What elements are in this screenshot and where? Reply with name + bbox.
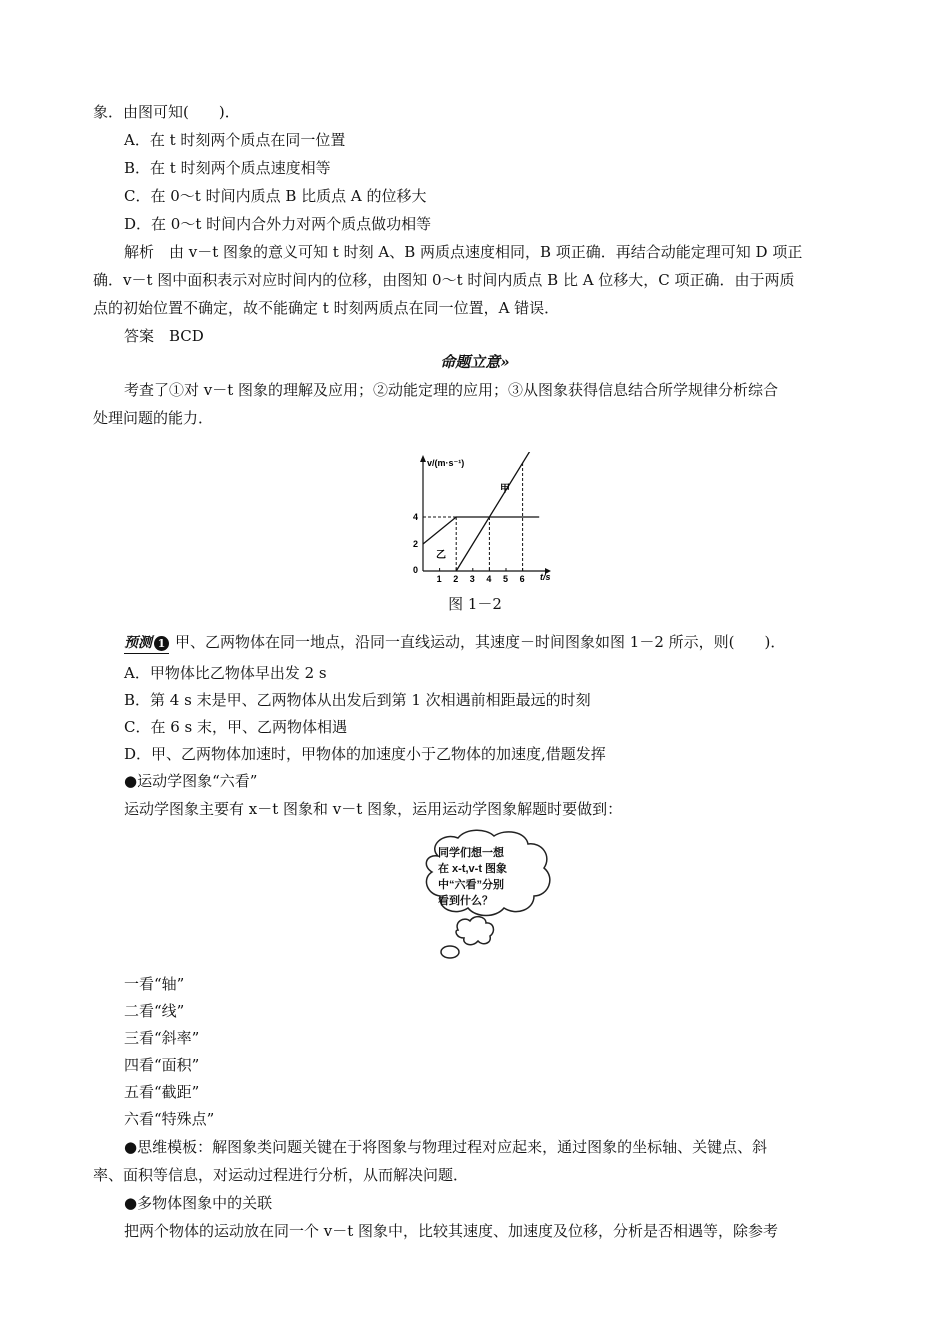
- analysis-line: 点的初始位置不确定，故不能确定 t 时刻两质点在同一位置，A 错误．: [93, 299, 560, 317]
- template-line: 率、面积等信息，对运动过程进行分析，从而解决问题．: [93, 1166, 469, 1184]
- y-tick-label: 0: [413, 565, 419, 575]
- question-option-a: A．甲物体比乙物体早出发 2 s: [124, 664, 327, 682]
- option-d: D．在 0～t 时间内合外力对两个质点做功相等: [124, 215, 432, 233]
- y-axis-label: v/(m·s⁻¹): [427, 458, 465, 468]
- answer-line: 答案 BCD: [124, 327, 204, 345]
- paragraph-line: 把两个物体的运动放在同一个 v－t 图象中，比较其速度、加速度及位移，分析是否相遇等，除参考: [124, 1222, 779, 1240]
- series-jia-line: [456, 452, 539, 571]
- x-tick-label: 2: [453, 574, 459, 584]
- option-a: A．在 t 时刻两个质点在同一位置: [124, 131, 346, 149]
- analysis-line: 解析 由 v－t 图象的意义可知 t 时刻 A、B 两质点速度相同，B 项正确．再结合动能定理可知 D 项正: [124, 243, 803, 261]
- section-heading: ●多物体图象中的关联: [124, 1194, 273, 1212]
- analysis-line: 确．v－t 图中面积表示对应时间内的位移，由图知 0～t 时间内质点 B 比 A 位移大，C 项正确．由于两质: [93, 271, 795, 289]
- section-heading: 命题立意»: [440, 353, 510, 371]
- x-tick-label: 4: [486, 574, 492, 584]
- option-b: B．在 t 时刻两个质点速度相等: [124, 159, 331, 177]
- x-tick-label: 1: [436, 574, 442, 584]
- text-line: 象．由图可知( )．: [93, 103, 240, 121]
- question-text: 甲、乙两物体在同一地点，沿同一直线运动，其速度－时间图象如图 1－2 所示，则( )．: [175, 633, 786, 651]
- y-tick-label: 2: [413, 539, 419, 549]
- list-item: 五看“截距”: [124, 1083, 200, 1101]
- badge-text: 预测: [124, 635, 152, 651]
- x-tick-label: 6: [519, 574, 525, 584]
- cloud-text-3: 中“六看”分别: [438, 879, 504, 891]
- y-tick-label: 4: [413, 512, 419, 522]
- question-option-c: C．在 6 s 末，甲、乙两物体相遇: [124, 718, 348, 736]
- list-item: 六看“特殊点”: [124, 1110, 215, 1128]
- cloud-text-4: 看到什么？: [438, 895, 493, 907]
- series-label-yi: 乙: [436, 550, 446, 561]
- badge-number: 1: [154, 636, 169, 651]
- y-axis-arrow: [420, 455, 426, 462]
- section-heading: ●运动学图象“六看”: [124, 772, 258, 790]
- vt-graph: [405, 452, 565, 587]
- option-c: C．在 0～t 时间内质点 B 比质点 A 的位移大: [124, 187, 427, 205]
- prediction-badge: [124, 633, 169, 654]
- thought-cloud: [418, 826, 558, 966]
- list-item: 二看“线”: [124, 1002, 185, 1020]
- x-tick-label: 5: [503, 574, 509, 584]
- list-item: 三看“斜率”: [124, 1029, 200, 1047]
- section-intro: 运动学图象主要有 x－t 图象和 v－t 图象，运用运动学图象解题时要做到：: [124, 800, 623, 818]
- question-stem: [124, 632, 785, 654]
- x-axis-label: t/s: [540, 572, 551, 582]
- cloud-text-1: 同学们想一想: [438, 847, 504, 859]
- list-item: 一看“轴”: [124, 975, 185, 993]
- question-option-b: B．第 4 s 末是甲、乙两物体从出发后到第 1 次相遇前相距最远的时刻: [124, 691, 591, 709]
- figure-caption: 图 1－2: [448, 595, 502, 613]
- x-tick-label: 3: [469, 574, 475, 584]
- question-option-d: D．甲、乙两物体加速时，甲物体的加速度小于乙物体的加速度,借题发挥: [124, 745, 606, 763]
- cloud-text-2: 在 x-t,v-t 图象: [438, 863, 508, 875]
- intent-line: 考查了①对 v－t 图象的理解及应用；②动能定理的应用；③从图象获得信息结合所学规律分析综合: [124, 381, 779, 399]
- template-line: ●思维模板：解图象类问题关键在于将图象与物理过程对应起来，通过图象的坐标轴、关键点、斜: [124, 1138, 768, 1156]
- intent-line: 处理问题的能力．: [93, 409, 214, 427]
- list-item: 四看“面积”: [124, 1056, 200, 1074]
- series-label-jia: 甲: [500, 484, 510, 495]
